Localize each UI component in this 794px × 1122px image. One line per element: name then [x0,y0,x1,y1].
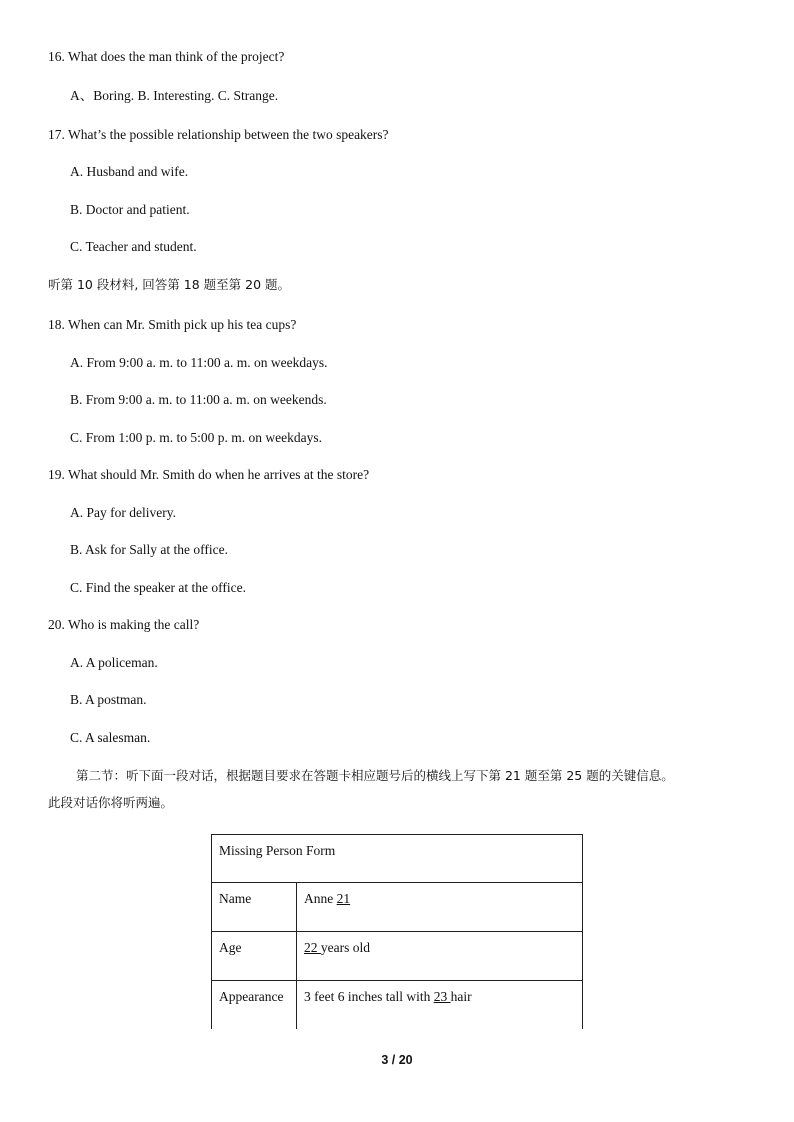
question-18-option-b: B. From 9:00 a. m. to 11:00 a. m. on weekends. [70,392,327,407]
form-value-appearance [297,981,583,1029]
question-18-option-a: A. From 9:00 a. m. to 11:00 a. m. on weekdays. [70,355,328,370]
question-17: 17. What’s the possible relationship between the two speakers? [48,127,389,142]
question-20-option-c: C. A salesman. [70,730,151,745]
answer-blank-21: 21 [336,891,351,906]
question-19-option-b: B. Ask for Sally at the office. [70,542,228,557]
question-16: 16. What does the man think of the project? [48,49,285,64]
form-value-age-post: years old [320,940,370,955]
question-19-option-c: C. Find the speaker at the office. [70,580,246,595]
question-18: 18. When can Mr. Smith pick up his tea cups? [48,317,297,332]
form-label-appearance: Appearance [212,981,297,1029]
form-label-age: Age [212,932,297,981]
form-value-appearance-post: hair [450,989,472,1004]
question-19-option-a: A. Pay for delivery. [70,505,176,520]
question-17-option-a: A. Husband and wife. [70,164,189,179]
form-value-age [297,932,583,981]
question-20-option-a: A. A policeman. [70,655,158,670]
form-value-appearance-pre: 3 feet 6 inches tall with [304,989,434,1004]
question-19: 19. What should Mr. Smith do when he arrives at the store? [48,467,370,482]
question-17-option-b: B. Doctor and patient. [70,202,190,217]
part2-instruction: 第二节：听下面一段对话，根据题目要求在答题卡相应题号后的横线上写下第 21 题至第 25 题的关键信息。 [76,768,674,783]
question-18-option-c: C. From 1:00 p. m. to 5:00 p. m. on weekdays. [70,430,322,445]
form-label-name: Name [212,883,297,932]
page-number: 3 / 20 [381,1053,413,1067]
form-title: Missing Person Form [212,835,583,883]
missing-person-form [211,834,583,1029]
answer-blank-22: 22 [304,940,321,955]
form-value-name [297,883,583,932]
answer-blank-23: 23 [433,989,451,1004]
question-17-option-c: C. Teacher and student. [70,239,197,254]
question-20: 20. Who is making the call? [48,617,200,632]
form-value-name-pre: Anne [304,891,337,906]
part2-instruction-2: 此段对话你将听两遍。 [48,795,174,810]
question-20-option-b: B. A postman. [70,692,147,707]
question-16-options: A、Boring. B. Interesting. C. Strange. [70,88,279,103]
section-instruction: 听第 10 段材料, 回答第 18 题至第 20 题。 [48,277,291,292]
